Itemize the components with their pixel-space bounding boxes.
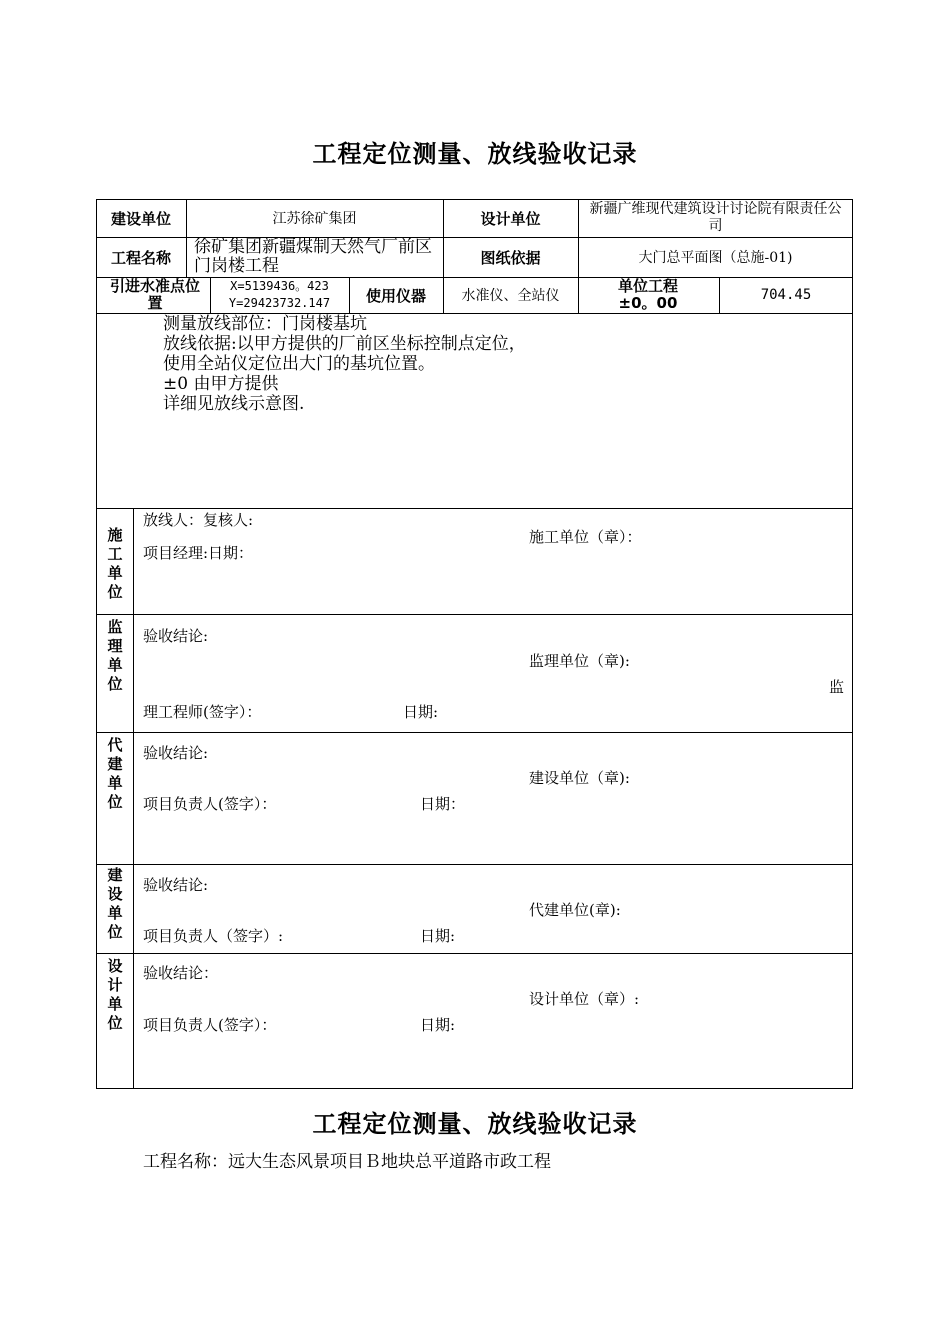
supervision-conclusion: 验收结论: [143,627,209,645]
row-divider [96,614,853,615]
agent-signer: 项目负责人(签字）： [143,795,277,813]
note-line: 测量放线部位：门岗楼基坑 [163,314,367,334]
note-line: ±0 由甲方提供 [163,374,279,394]
second-project-line: 工程名称：远大生态风景项目Ｂ地块总平道路市政工程 [143,1152,551,1172]
note-line: 放线依据:以甲方提供的厂前区坐标控制点定位， [163,334,526,354]
row-divider [96,864,853,865]
agent-stamp: 建设单位（章): [529,769,630,787]
row-divider [96,732,853,733]
designer-label: 设计单位 [480,209,541,228]
benchmark-y: Y=29423732.147 [228,296,331,310]
design-stamp: 设计单位（章）: [529,990,640,1008]
client-stamp: 代建单位(章): [529,901,621,919]
construction-stamp: 施工单位（章）： [529,528,642,546]
client-signer: 项目负责人（签字）: [143,927,284,945]
agent-side-label: 代 建 单 位 [107,736,123,811]
supervision-side-label: 监 理 单 位 [107,618,123,693]
note-line: 详细见放线示意图. [163,394,305,414]
elevation-value: 704.45 [760,287,812,303]
construction-surveyors: 放线人：复核人: [143,511,254,529]
col-divider [133,508,134,1089]
supervision-signer: 理工程师(签字）： [143,703,262,721]
construction-manager-date: 项目经理:日期： [143,544,254,562]
drawing-value: 大门总平面图（总施-01) [638,250,793,266]
construction-side-label: 施 工 单 位 [107,526,123,601]
agent-conclusion: 验收结论: [143,744,209,762]
supervision-date: 日期: [403,703,439,721]
second-title: 工程定位测量、放线验收记录 [312,1110,638,1138]
agent-date: 日期： [420,795,466,813]
benchmark-x: X=5139436。423 [230,279,329,293]
client-label: 建设单位 [110,209,171,228]
drawing-label: 图纸依据 [480,248,541,267]
design-conclusion: 验收结论： [143,964,219,982]
client-value: 江苏徐矿集团 [272,211,357,227]
instrument-label: 使用仪器 [365,286,426,305]
project-value: 徐矿集团新疆煤制天然气厂前区门岗楼工程 [194,237,432,276]
design-side-label: 设 计 单 位 [107,957,123,1032]
survey-notes [163,314,526,414]
row-divider [96,953,853,954]
client-side-label: 建 设 单 位 [107,866,123,941]
design-signer: 项目负责人(签字）： [143,1016,277,1034]
benchmark-label: 引进水准点位置 [109,277,200,312]
supervision-wrap-char: 监 [829,678,845,696]
instrument-value: 水准仪、全站仪 [461,288,560,304]
client-conclusion: 验收结论: [143,876,209,894]
design-date: 日期: [420,1016,456,1034]
project-label: 工程名称 [110,248,171,267]
client-date: 日期: [420,927,456,945]
note-line: 使用全站仪定位出大门的基坑位置。 [163,354,435,374]
page-title: 工程定位测量、放线验收记录 [312,140,638,168]
designer-value: 新疆广维现代建筑设计讨论院有限责任公司 [589,201,842,234]
elevation-label: 单位工程±0。00 [617,277,678,312]
supervision-stamp: 监理单位（章): [529,652,630,670]
